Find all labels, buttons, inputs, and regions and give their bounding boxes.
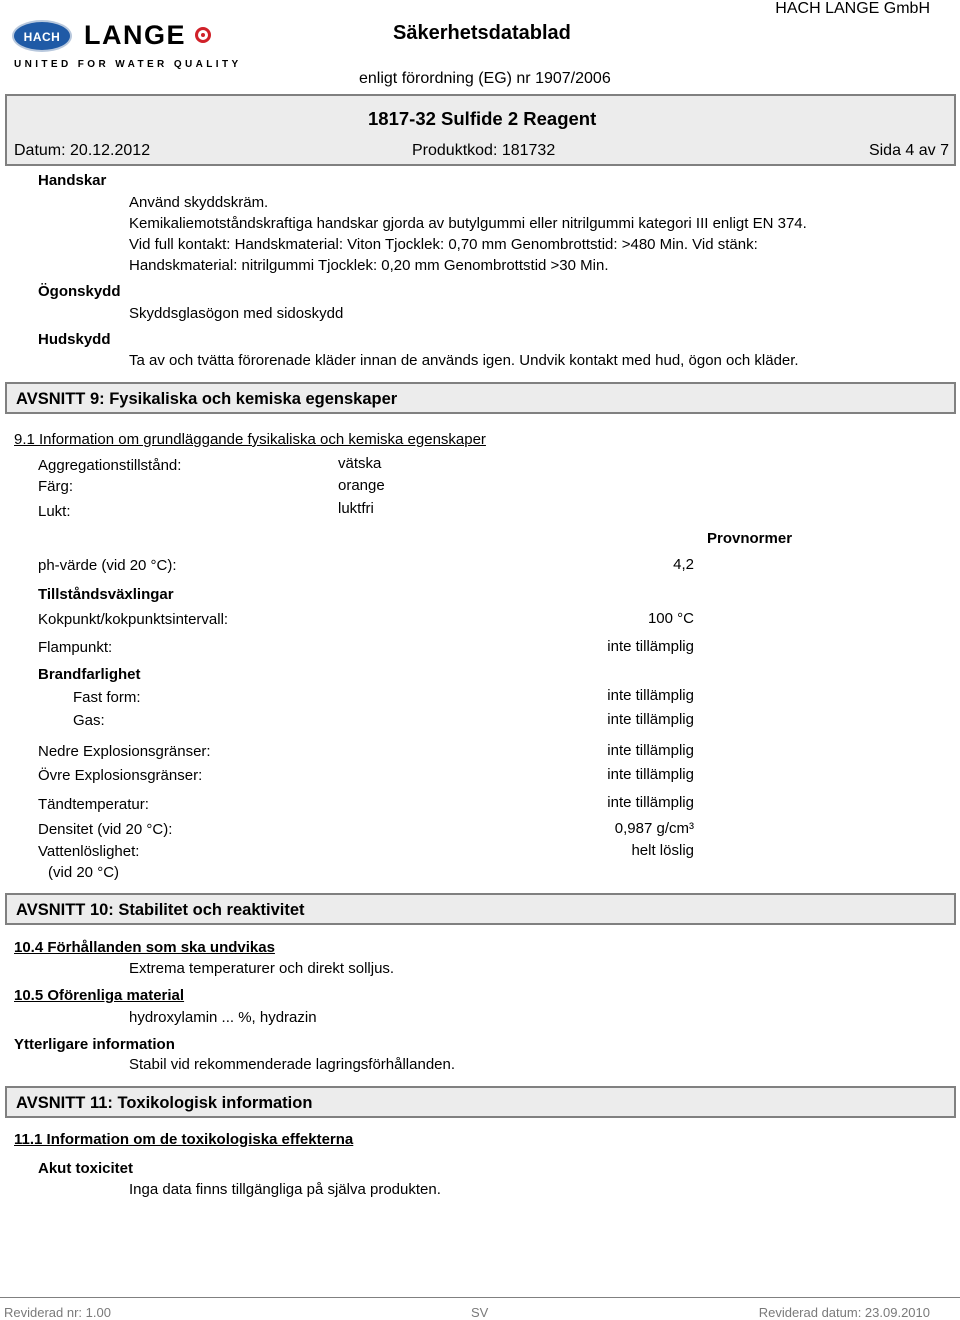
regulation-text: enligt förordning (EG) nr 1907/2006 [359, 70, 611, 87]
tagline: UNITED FOR WATER QUALITY [14, 59, 242, 70]
lange-logo-text: LANGE [84, 20, 186, 50]
boiling-point-value: 100 °C [647, 610, 694, 627]
odor-label: Lukt: [38, 503, 71, 520]
solubility-label: Vattenlöslighet: [38, 843, 140, 860]
section-9-header: AVSNITT 9: Fysikaliska och kemiska egenskaper [5, 382, 956, 414]
state-label: Aggregationstillstånd: [38, 457, 182, 474]
page-number: Sida 4 av 7 [868, 142, 949, 159]
acute-toxicity-label: Akut toxicitet [38, 1160, 134, 1177]
section-11-1-heading: 11.1 Information om de toxikologiska effekterna [14, 1131, 354, 1148]
ignition-temp-label: Tändtemperatur: [38, 796, 149, 813]
additional-info-heading: Ytterligare information [14, 1036, 175, 1053]
document-date: Datum: 20.12.2012 [14, 142, 151, 159]
color-label: Färg: [38, 478, 74, 495]
section-11-header: AVSNITT 11: Toxikologisk information [5, 1086, 956, 1118]
ph-label: ph-värde (vid 20 °C): [38, 557, 177, 574]
solubility-value: helt löslig [631, 842, 694, 859]
test-norms-heading: Provnormer [707, 530, 793, 547]
section-9-1-heading: 9.1 Information om grundläggande fysikaliska och kemiska egenskaper [14, 431, 486, 448]
lower-explosion-value: inte tillämplig [607, 742, 694, 759]
flash-point-label: Flampunkt: [38, 639, 113, 656]
gas-label: Gas: [73, 712, 105, 729]
acute-toxicity-text: Inga data finns tillgängliga på själva produkten. [129, 1181, 441, 1198]
revision-number: Reviderad nr: 1.00 [4, 1305, 111, 1320]
color-value: orange [338, 477, 385, 494]
section-10-header: AVSNITT 10: Stabilitet och reaktivitet [5, 893, 956, 925]
product-code: Produktkod: 181732 [412, 142, 556, 159]
upper-explosion-value: inte tillämplig [607, 766, 694, 783]
gloves-line-1: Använd skyddskräm. [129, 194, 269, 211]
section-10-5-text: hydroxylamin ... %, hydrazin [129, 1009, 317, 1026]
product-name: 1817-32 Sulfide 2 Reagent [368, 108, 597, 129]
section-10-4-heading: 10.4 Förhållanden som ska undvikas [14, 939, 275, 956]
hach-logo-icon: HACH [12, 20, 72, 52]
eye-protection-text: Skyddsglasögon med sidoskydd [129, 305, 344, 322]
company-name: HACH LANGE GmbH [775, 0, 930, 17]
gloves-line-4: Handskmaterial: nitrilgummi Tjocklek: 0,20 mm Genombrottstid >30 Min. [129, 257, 609, 274]
ignition-temp-value: inte tillämplig [607, 794, 694, 811]
upper-explosion-label: Övre Explosionsgränser: [38, 767, 203, 784]
section-10-4-text: Extrema temperaturer och direkt solljus. [129, 960, 395, 977]
gas-value: inte tillämplig [607, 711, 694, 728]
gloves-line-2: Kemikaliemotståndskraftiga handskar gjorda av butylgummi eller nitrilgummi kategori III enligt EN 374. [129, 215, 807, 232]
document-title: Säkerhetsdatablad [393, 22, 571, 44]
flammability-heading: Brandfarlighet [38, 666, 141, 683]
solid-value: inte tillämplig [607, 687, 694, 704]
gloves-line-3: Vid full kontakt: Handskmaterial: Viton Tjocklek: 0,70 mm Genombrottstid: >480 Min. Vid stänk: [129, 236, 758, 253]
skin-protection-text: Ta av och tvätta förorenade kläder innan de används igen. Undvik kontakt med hud, ögon och kläder. [129, 352, 799, 369]
phase-changes-heading: Tillståndsväxlingar [38, 586, 174, 603]
footer-divider [0, 1297, 960, 1298]
density-value: 0,987 g/cm³ [614, 820, 694, 837]
ph-value: 4,2 [673, 556, 694, 573]
additional-info-text: Stabil vid rekommenderade lagringsförhållanden. [129, 1056, 456, 1073]
language-code: SV [471, 1305, 489, 1320]
eye-protection-label: Ögonskydd [38, 283, 121, 300]
lange-target-icon [195, 27, 211, 43]
boiling-point-label: Kokpunkt/kokpunktsintervall: [38, 611, 229, 628]
gloves-label: Handskar [38, 172, 107, 189]
solid-label: Fast form: [73, 689, 141, 706]
section-10-5-heading: 10.5 Oförenliga material [14, 987, 185, 1004]
flash-point-value: inte tillämplig [607, 638, 694, 655]
state-value: vätska [338, 455, 382, 472]
skin-protection-label: Hudskydd [38, 331, 111, 348]
revised-date: Reviderad datum: 23.09.2010 [758, 1305, 930, 1320]
density-label: Densitet (vid 20 °C): [38, 821, 173, 838]
odor-value: luktfri [338, 500, 374, 517]
solubility-condition: (vid 20 °C) [48, 864, 120, 881]
lower-explosion-label: Nedre Explosionsgränser: [38, 743, 211, 760]
